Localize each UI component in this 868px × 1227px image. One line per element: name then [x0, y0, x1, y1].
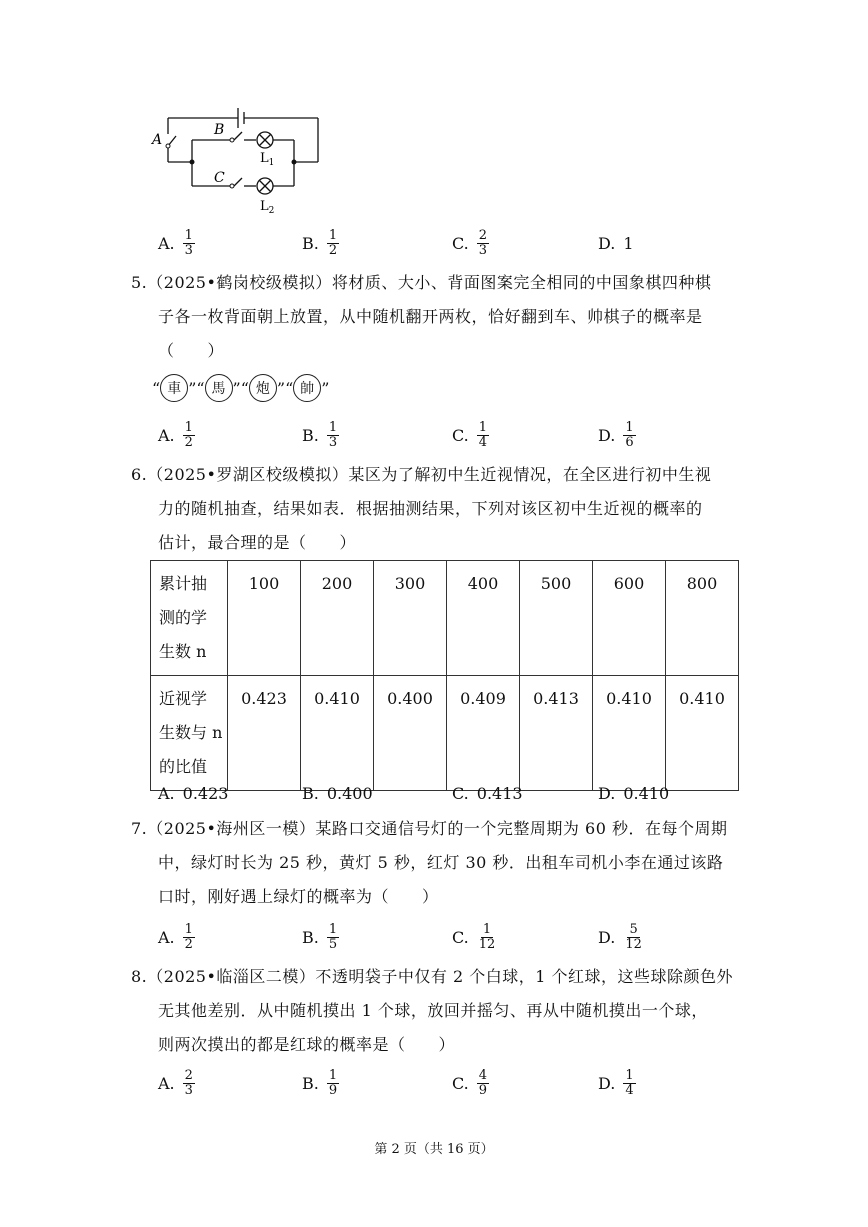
q8-line-1: 8.（2025•临淄区二模）不透明袋子中仅有 2 个白球，1 个红球，这些球除颜色外 — [131, 967, 734, 986]
table-cell: 300 — [374, 561, 447, 676]
q4-option-d: D. 1 — [598, 233, 634, 253]
q5-option-c: C. $\frac{1}{4}$ — [452, 419, 488, 450]
table-cell: 0.400 — [374, 676, 447, 791]
q8-option-a: A. $\frac{2}{3}$ — [158, 1067, 193, 1098]
piece-che: 車 — [160, 374, 188, 402]
q8-line-3: 则两次摸出的都是红球的概率是（ ） — [158, 1035, 456, 1054]
label-a: A — [152, 132, 163, 148]
q7-option-c: C. $\frac{1}{12}$ — [452, 921, 496, 952]
q4-option-b: B. $\frac{1}{2}$ — [302, 227, 338, 258]
q7-line-1: 7.（2025•海州区一模）某路口交通信号灯的一个完整周期为 60 秒．在每个周期 — [131, 819, 728, 838]
q6-option-a: A. 0.423 — [158, 783, 229, 803]
q8-option-d: D. $\frac{1}{4}$ — [598, 1067, 634, 1098]
q7-option-b: B. $\frac{1}{5}$ — [302, 921, 338, 952]
q4-option-a: A. $\frac{1}{3}$ — [158, 227, 193, 258]
table-cell: 100 — [228, 561, 301, 676]
q6-option-d: D. 0.410 — [598, 783, 670, 803]
q8-option-c: C. $\frac{4}{9}$ — [452, 1067, 488, 1098]
table-cell: 200 — [301, 561, 374, 676]
row2-header: 近视学 生数与 n 的比值 — [151, 676, 228, 791]
table-cell: 0.423 — [228, 676, 301, 791]
table-cell: 800 — [666, 561, 739, 676]
q4-option-c: C. $\frac{2}{3}$ — [452, 227, 488, 258]
q6-option-b: B. 0.400 — [302, 783, 373, 803]
q6-option-c: C. 0.413 — [452, 783, 523, 803]
q6-data-table — [150, 560, 739, 791]
label-l2: L — [260, 199, 269, 214]
table-cell: 400 — [447, 561, 520, 676]
q5-option-d: D. $\frac{1}{6}$ — [598, 419, 634, 450]
circuit-diagram — [150, 100, 330, 220]
page-footer: 第 2 页（共 16 页） — [374, 1142, 494, 1157]
q5-option-b: B. $\frac{1}{3}$ — [302, 419, 338, 450]
table-cell: 0.410 — [301, 676, 374, 791]
q5-line-2: 子各一枚背面朝上放置，从中随机翻开两枚，恰好翻到车、帅棋子的概率是 — [158, 307, 703, 326]
q6-line-3: 估计，最合理的是（ ） — [158, 533, 357, 552]
q5-line-1: 5.（2025•鹤岗校级模拟）将材质、大小、背面图案完全相同的中国象棋四种棋 — [131, 273, 712, 292]
q7-line-2: 中，绿灯时长为 25 秒，黄灯 5 秒，红灯 30 秒．出租车司机小李在通过该路 — [158, 853, 724, 872]
piece-shuai: 帥 — [293, 374, 321, 402]
table-cell: 0.409 — [447, 676, 520, 791]
q5-option-a: A. $\frac{1}{2}$ — [158, 419, 193, 450]
svg-text:L1 — [260, 151, 274, 168]
table-row — [151, 561, 739, 676]
table-cell: 0.413 — [520, 676, 593, 791]
table-cell: 0.410 — [593, 676, 666, 791]
chess-pieces: “ 車 ”“ 馬 ”“ 炮 ”“ 帥 ” — [152, 374, 329, 402]
table-row — [151, 676, 739, 791]
q6-line-2: 力的随机抽查，结果如表．根据抽测结果，下列对该区初中生近视的概率的 — [158, 499, 703, 518]
q5-line-3: （ ） — [158, 341, 225, 360]
row1-header: 累计抽 测的学 生数 n — [151, 561, 228, 676]
label-b: B — [214, 122, 225, 138]
q7-line-3: 口时，刚好遇上绿灯的概率为（ ） — [158, 887, 439, 906]
label-l1-sub: 1 — [268, 158, 275, 168]
table-cell: 600 — [593, 561, 666, 676]
table-cell: 500 — [520, 561, 593, 676]
label-c: C — [214, 170, 225, 186]
q8-line-2: 无其他差别．从中随机摸出 1 个球，放回并摇匀、再从中随机摸出一个球， — [158, 1001, 708, 1020]
label-l2-sub: 2 — [268, 206, 275, 216]
q7-option-d: D. $\frac{5}{12}$ — [598, 921, 642, 952]
q6-line-1: 6.（2025•罗湖区校级模拟）某区为了解初中生近视情况，在全区进行初中生视 — [131, 465, 712, 484]
table-cell: 0.410 — [666, 676, 739, 791]
label-l1: L — [260, 151, 269, 166]
q7-option-a: A. $\frac{1}{2}$ — [158, 921, 193, 952]
piece-pao: 炮 — [249, 374, 277, 402]
q8-option-b: B. $\frac{1}{9}$ — [302, 1067, 338, 1098]
piece-ma: 馬 — [205, 374, 233, 402]
svg-text:L2 — [260, 199, 274, 216]
